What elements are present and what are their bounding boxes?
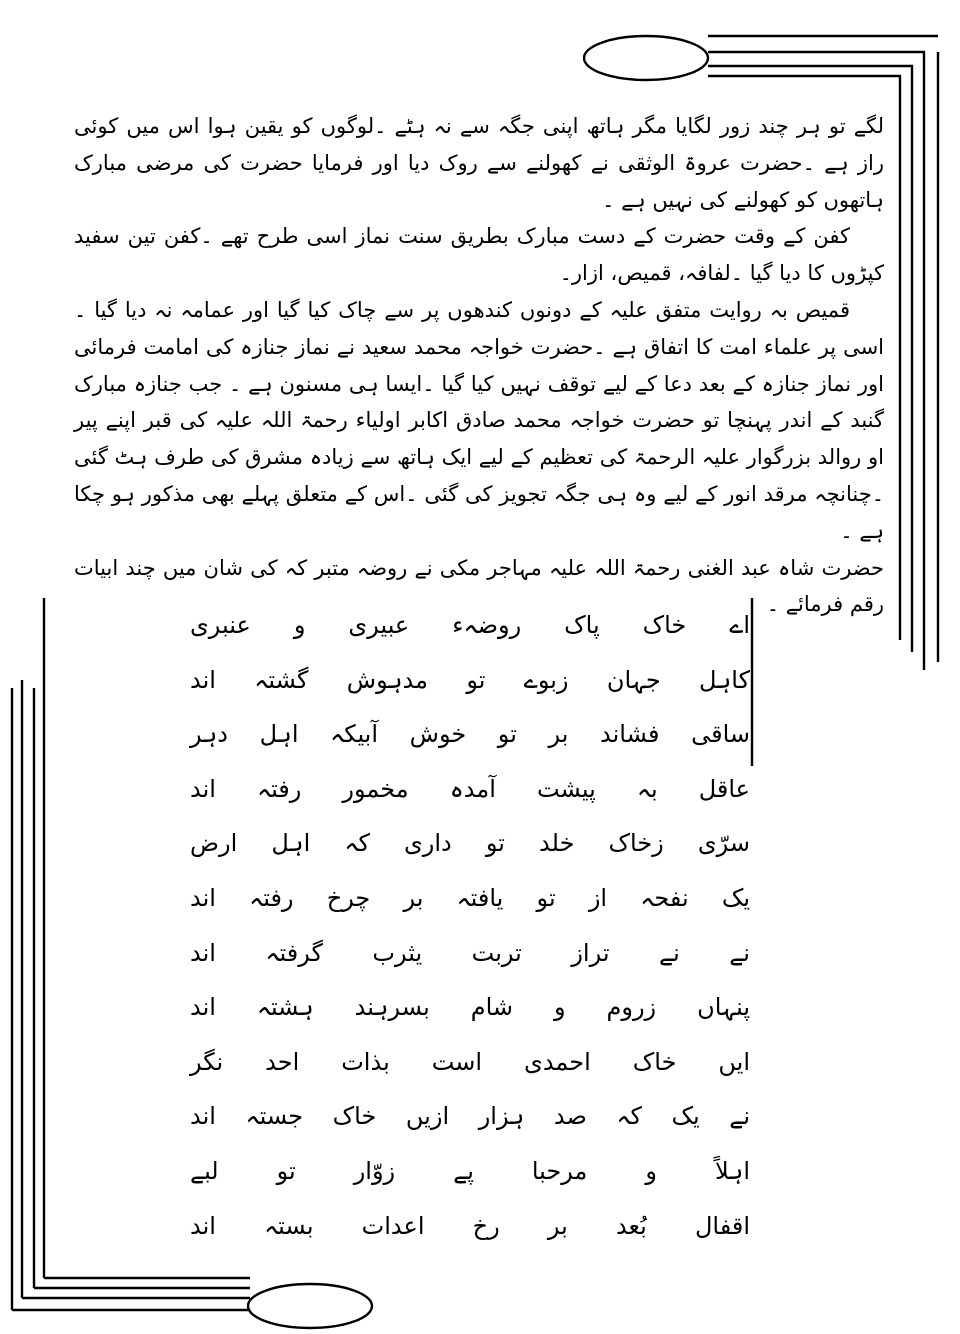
persian-poem	[190, 598, 750, 1253]
poem-line: نے یک کہ صد ہزار ازیں خاک جستہ اند	[190, 1102, 750, 1131]
poem-line: ساقی فشاند بر تو خوش آبیکہ اہل دہر	[190, 720, 750, 749]
paragraph-2: کفن کے وقت حضرت کے دست مبارک بطریق سنت نماز اسی طرح تھے ۔کفن تین سفید کپڑوں کا دیا گیا ۔لفافہ، قمیص، ازار۔	[74, 224, 884, 286]
bottom-oval-ornament	[248, 1284, 372, 1328]
poem-line: کاہل جہان زبوے تو مدہوش گشتہ اند	[190, 665, 750, 694]
poem-line: اقفال بُعد بر رخ اعدات بستہ اند	[190, 1211, 750, 1240]
poem-line: عاقل بہ پیشت آمدہ مخمور رفتہ اند	[190, 774, 750, 803]
poem-line: ایں خاک احمدی است بذات احد نگر	[190, 1047, 750, 1076]
paragraph-1: لگے تو ہر چند زور لگایا مگر ہاتھ اپنی جگہ سے نہ ہٹے ۔لوگوں کو یقین ہوا اس میں کوئی راز ہے ۔حضرت عروۃ الوثقی نے کھولنے سے روک دیا اور فرمایا حضرت کی مرضی مبارک ہاتھوں کو کھولنے کی نہیں ہے ۔	[74, 114, 884, 212]
paragraph-4: حضرت شاہ عبد الغنی رحمۃ اللہ علیہ مہاجر مکی نے روضہ متبر کہ کی شان میں چند ابیات رقم فرمائے ۔	[74, 555, 884, 617]
poem-line: پنہاں زروم و شام بسرہند ہشتہ اند	[190, 993, 750, 1022]
poem-line: سرّی زخاک خلد تو داری کہ اہل ارض	[190, 829, 750, 858]
prose-block	[74, 108, 884, 623]
poem-line: اہلاً و مرحبا پے زوّار تو لبے	[190, 1156, 750, 1185]
poem-line: یک نفحہ از تو یافتہ بر چرخ رفتہ اند	[190, 883, 750, 912]
top-oval-ornament	[584, 36, 708, 80]
paragraph-3: قمیص بہ روایت متفق علیہ کے دونوں کندھوں پر سے چاک کیا گیا اور عمامہ نہ دیا گیا ۔اسی پر علماء امت کا اتفاق ہے ۔حضرت خواجہ محمد سعید نے نماز جنازہ کی امامت فرمائی اور نماز جنازہ کے بعد دعا کے لیے توقف نہیں کیا گیا ۔ایسا ہی مسنون ہے ۔ جب جنازہ مبارک گنبد کے اندر پہنچا تو حضرت خواجہ محمد صادق اکابر اولیاء رحمۃ اللہ علیہ کی قبر اپنے پیر او روالد بزرگوار علیہ الرحمۃ کی تعظیم کے لیے ایک ہاتھ سے زیادہ مشرق کی طرف ہٹ گئی ۔چنانچہ مرقد انور کے لیے وہ ہی جگہ تجویز کی گئی ۔اس کے متعلق پہلے بھی مذکور ہو چکا ہے ۔	[74, 297, 884, 543]
poem-line: نے نے تراز تربت یثرب گرفتہ اند	[190, 938, 750, 967]
poem-line: اے خاک پاک روضہء عبیری و عنبری	[190, 611, 750, 639]
